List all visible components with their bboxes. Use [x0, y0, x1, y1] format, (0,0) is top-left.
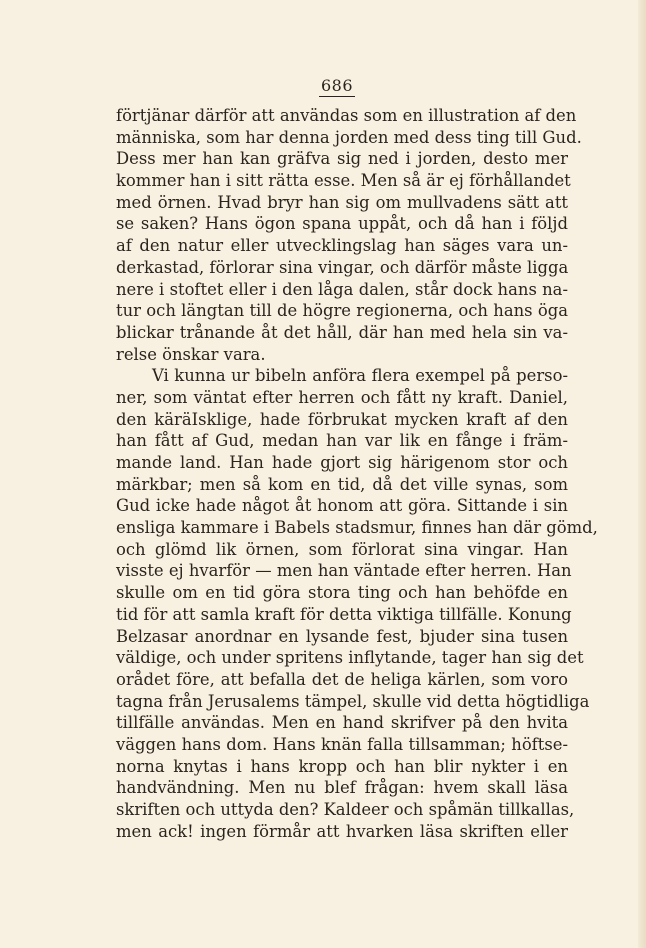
text-line: den käräIsklige, hade förbrukat mycken kraft af den — [116, 409, 568, 429]
text-line: tillfälle användas. Men en hand skrifver på den hvita — [116, 713, 568, 733]
text-line: Vi kunna ur bibeln anföra flera exempel på perso- — [152, 366, 568, 386]
page-number: 686 — [320, 76, 354, 95]
text-line: skriften och uttyda den? Kaldeer och spåmän tillkallas, — [116, 800, 575, 819]
text-line: tid för att samla kraft för detta viktiga tillfälle. Konung — [116, 604, 572, 624]
text-line: märkbar; men så kom en tid, då det ville synas, som — [116, 474, 568, 494]
text-line: blickar trånande åt det håll, där han med hela sin va- — [116, 322, 568, 342]
text-line: väggen hans dom. Hans knän falla tillsamman; höftse- — [116, 734, 568, 754]
text-line: orådet före, att befalla det de heliga kärlen, som voro — [116, 669, 568, 689]
text-line: men ack! ingen förmår att hvarken läsa skriften eller — [116, 821, 568, 841]
text-line: norna knytas i hans kropp och han blir nykter i en — [116, 756, 568, 776]
text-line: väldige, och under spritens inflytande, tager han sig det — [116, 648, 584, 668]
text-line: han fått af Gud, medan han var lik en fånge i främ- — [116, 431, 568, 451]
page-edge-shadow — [638, 0, 646, 948]
text-line: ensliga kammare i Babels stadsmur, finnes han där gömd, — [116, 518, 598, 538]
text-line: människa, som har denna jorden med dess ting till Gud. — [116, 127, 582, 147]
text-line: af den natur eller utvecklingslag han säges vara un- — [116, 236, 568, 256]
text-line: handvändning. Men nu blef frågan: hvem skall läsa — [116, 778, 568, 798]
text-line: visste ej hvarför — men han väntade efter herren. Han — [116, 561, 572, 581]
text-line: mande land. Han hade gjort sig härigenom stor och — [116, 453, 568, 472]
text-line: ner, som väntat efter herren och fått ny kraft. Daniel, — [116, 387, 568, 407]
text-line: med örnen. Hvad bryr han sig om mullvadens sätt att — [116, 192, 568, 212]
text-line: se saken? Hans ögon spana uppåt, och då han i följd — [116, 214, 568, 234]
text-line: skulle om en tid göra stora ting och han behöfde en — [116, 583, 568, 603]
text-line: förtjänar därför att användas som en illustration af den — [116, 106, 577, 125]
text-line: Dess mer han kan gräfva sig ned i jorden, desto mer — [116, 149, 568, 169]
text-line: derkastad, förlorar sina vingar, och därför måste ligga — [116, 257, 569, 277]
text-line: tur och längtan till de högre regionerna, och hans öga — [116, 301, 568, 321]
text-line: och glömd lik örnen, som förlorat sina vingar. Han — [116, 539, 568, 559]
text-line: kommer han i sitt rätta esse. Men så är ej förhållandet — [116, 171, 571, 191]
text-line: nere i stoftet eller i den låga dalen, står dock hans na- — [116, 279, 568, 299]
text-line: tagna från Jerusalems tämpel, skulle vid detta högtidliga — [116, 691, 590, 711]
body-text — [116, 105, 598, 842]
text-line: Belzasar anordnar en lysande fest, bjuder sina tusen — [116, 626, 568, 646]
text-line: relse önskar vara. — [116, 344, 266, 364]
text-line: Gud icke hade något åt honom att göra. Sittande i sin — [116, 496, 568, 516]
